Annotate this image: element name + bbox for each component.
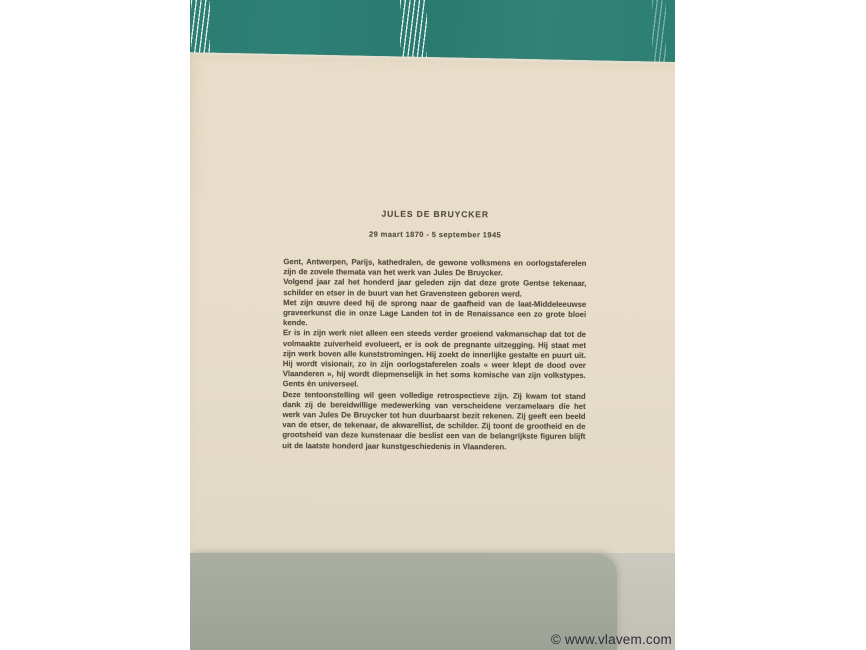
watermark-text: © www.vlavem.com — [550, 632, 672, 647]
printed-text-block — [282, 209, 586, 453]
body-paragraph: Met zijn œuvre deed hij de sprong naar de gaafheid van de laat-Middeleeuwse graveerkunst die in onze Lage Landen tot in de Renaissance een zo grote bloei kende. — [283, 297, 587, 328]
book-page-photo — [190, 0, 675, 650]
body-paragraph: Deze tentoonstelling wil geen volledige retrospectieve zijn. Zij kwam tot stand dank zij de bereidwillige medewerking van verscheidene verzamelaars die het werk van Jules De Bruycker tot hun duurbaarst bezit rekenen. Zij geeft een beeld van de etser, de tekenaar, de akwarellist, de schilder. Zij toont de grootheid en de grootsheid van deze kunstenaar die beslist een van de belangrijkste figuren blijft uit de laatste honderd jaar kunstgeschiedenis in Vlaanderen. — [282, 389, 586, 452]
page-title: JULES DE BRUYCKER — [381, 208, 489, 220]
body-paragraph: Er is in zijn werk niet alleen een steeds verder groeiend vakmanschap dat tot de volmaakte zuiverheid evolueert, er is ook de pregnante uitzegging. Hij staat met zijn werk boven alle kunststromingen. Hij zoekt de innerlijke gestalte en puurt uit. Hij wordt visionair, zo in zijn oorlogstaferelen zoals « weer klept de dood over Vlaanderen », hij wordt diepmenselijk in het soms komische van zijn volkstypes. Gents én universeel. — [282, 328, 587, 389]
body-paragraph: Volgend jaar zal het honderd jaar geleden zijn dat deze grote Gentse tekenaar, schilder en etser in de buurt van het Gravensteen geboren werd. — [283, 277, 587, 299]
body-text — [282, 257, 586, 453]
page-dates: 29 maart 1870 - 5 september 1945 — [369, 229, 502, 240]
body-paragraph: Gent, Antwerpen, Parijs, kathedralen, de gewone volksmens en oorlogstaferelen zijn de zovele themata van het werk van Jules De Bruycker. — [283, 257, 587, 278]
